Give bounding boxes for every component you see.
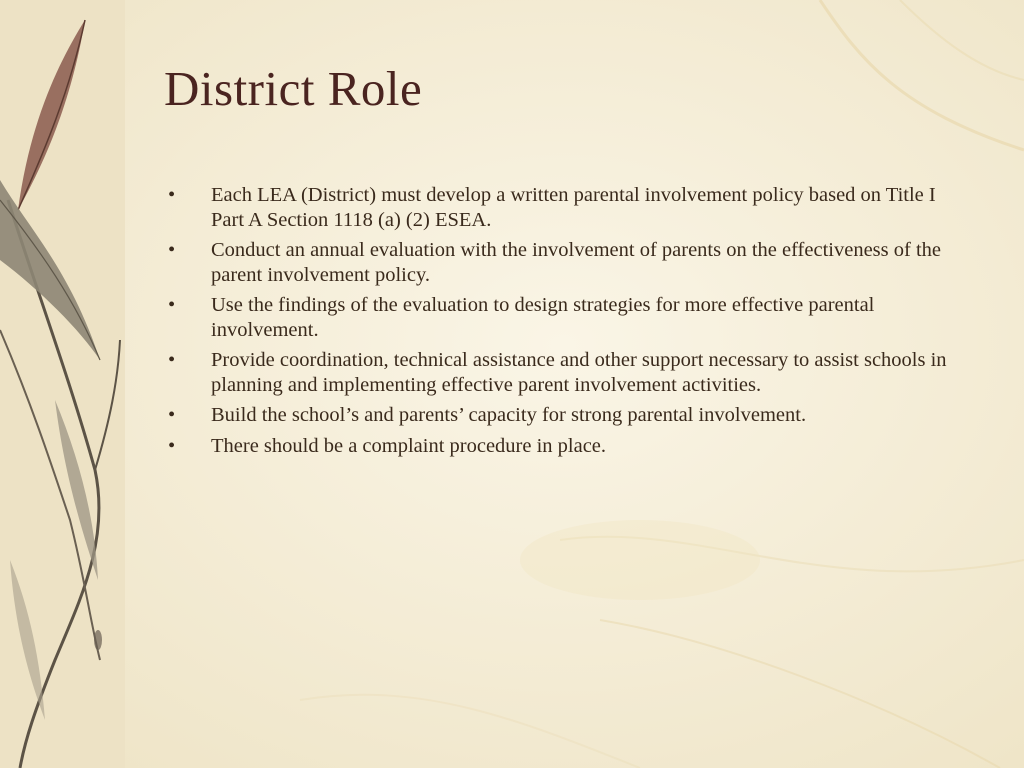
- bullet-marker: •: [168, 349, 176, 371]
- bullet-marker: •: [168, 239, 176, 261]
- bullet-list: [168, 183, 958, 464]
- list-item: [168, 238, 958, 287]
- list-item: [168, 403, 958, 428]
- slide-title: District Role: [164, 61, 423, 116]
- dried-leaves-icon: [0, 0, 160, 768]
- list-item: [168, 293, 958, 342]
- bullet-marker: •: [168, 434, 176, 457]
- bullet-text: Use the findings of the evaluation to design strategies for more effective parental involvement.: [211, 294, 875, 341]
- bullet-text: Conduct an annual evaluation with the involvement of parents on the effectiveness of the parent involvement policy.: [211, 239, 942, 286]
- bullet-text: There should be a complaint procedure in place.: [211, 434, 607, 457]
- list-item: [168, 434, 958, 459]
- bullet-text: Provide coordination, technical assistance and other support necessary to assist schools in planning and implementing effective parent involvement activities.: [211, 349, 947, 396]
- bullet-text: Build the school’s and parents’ capacity for strong parental involvement.: [211, 404, 807, 426]
- bullet-marker: •: [168, 404, 176, 426]
- bullet-text: Each LEA (District) must develop a written parental involvement policy based on Title I Part A Section 1118 (a) (2) ESEA.: [211, 184, 936, 231]
- bullet-marker: •: [168, 184, 176, 206]
- bullet-marker: •: [168, 294, 176, 316]
- list-item: [168, 183, 958, 232]
- list-item: [168, 348, 958, 397]
